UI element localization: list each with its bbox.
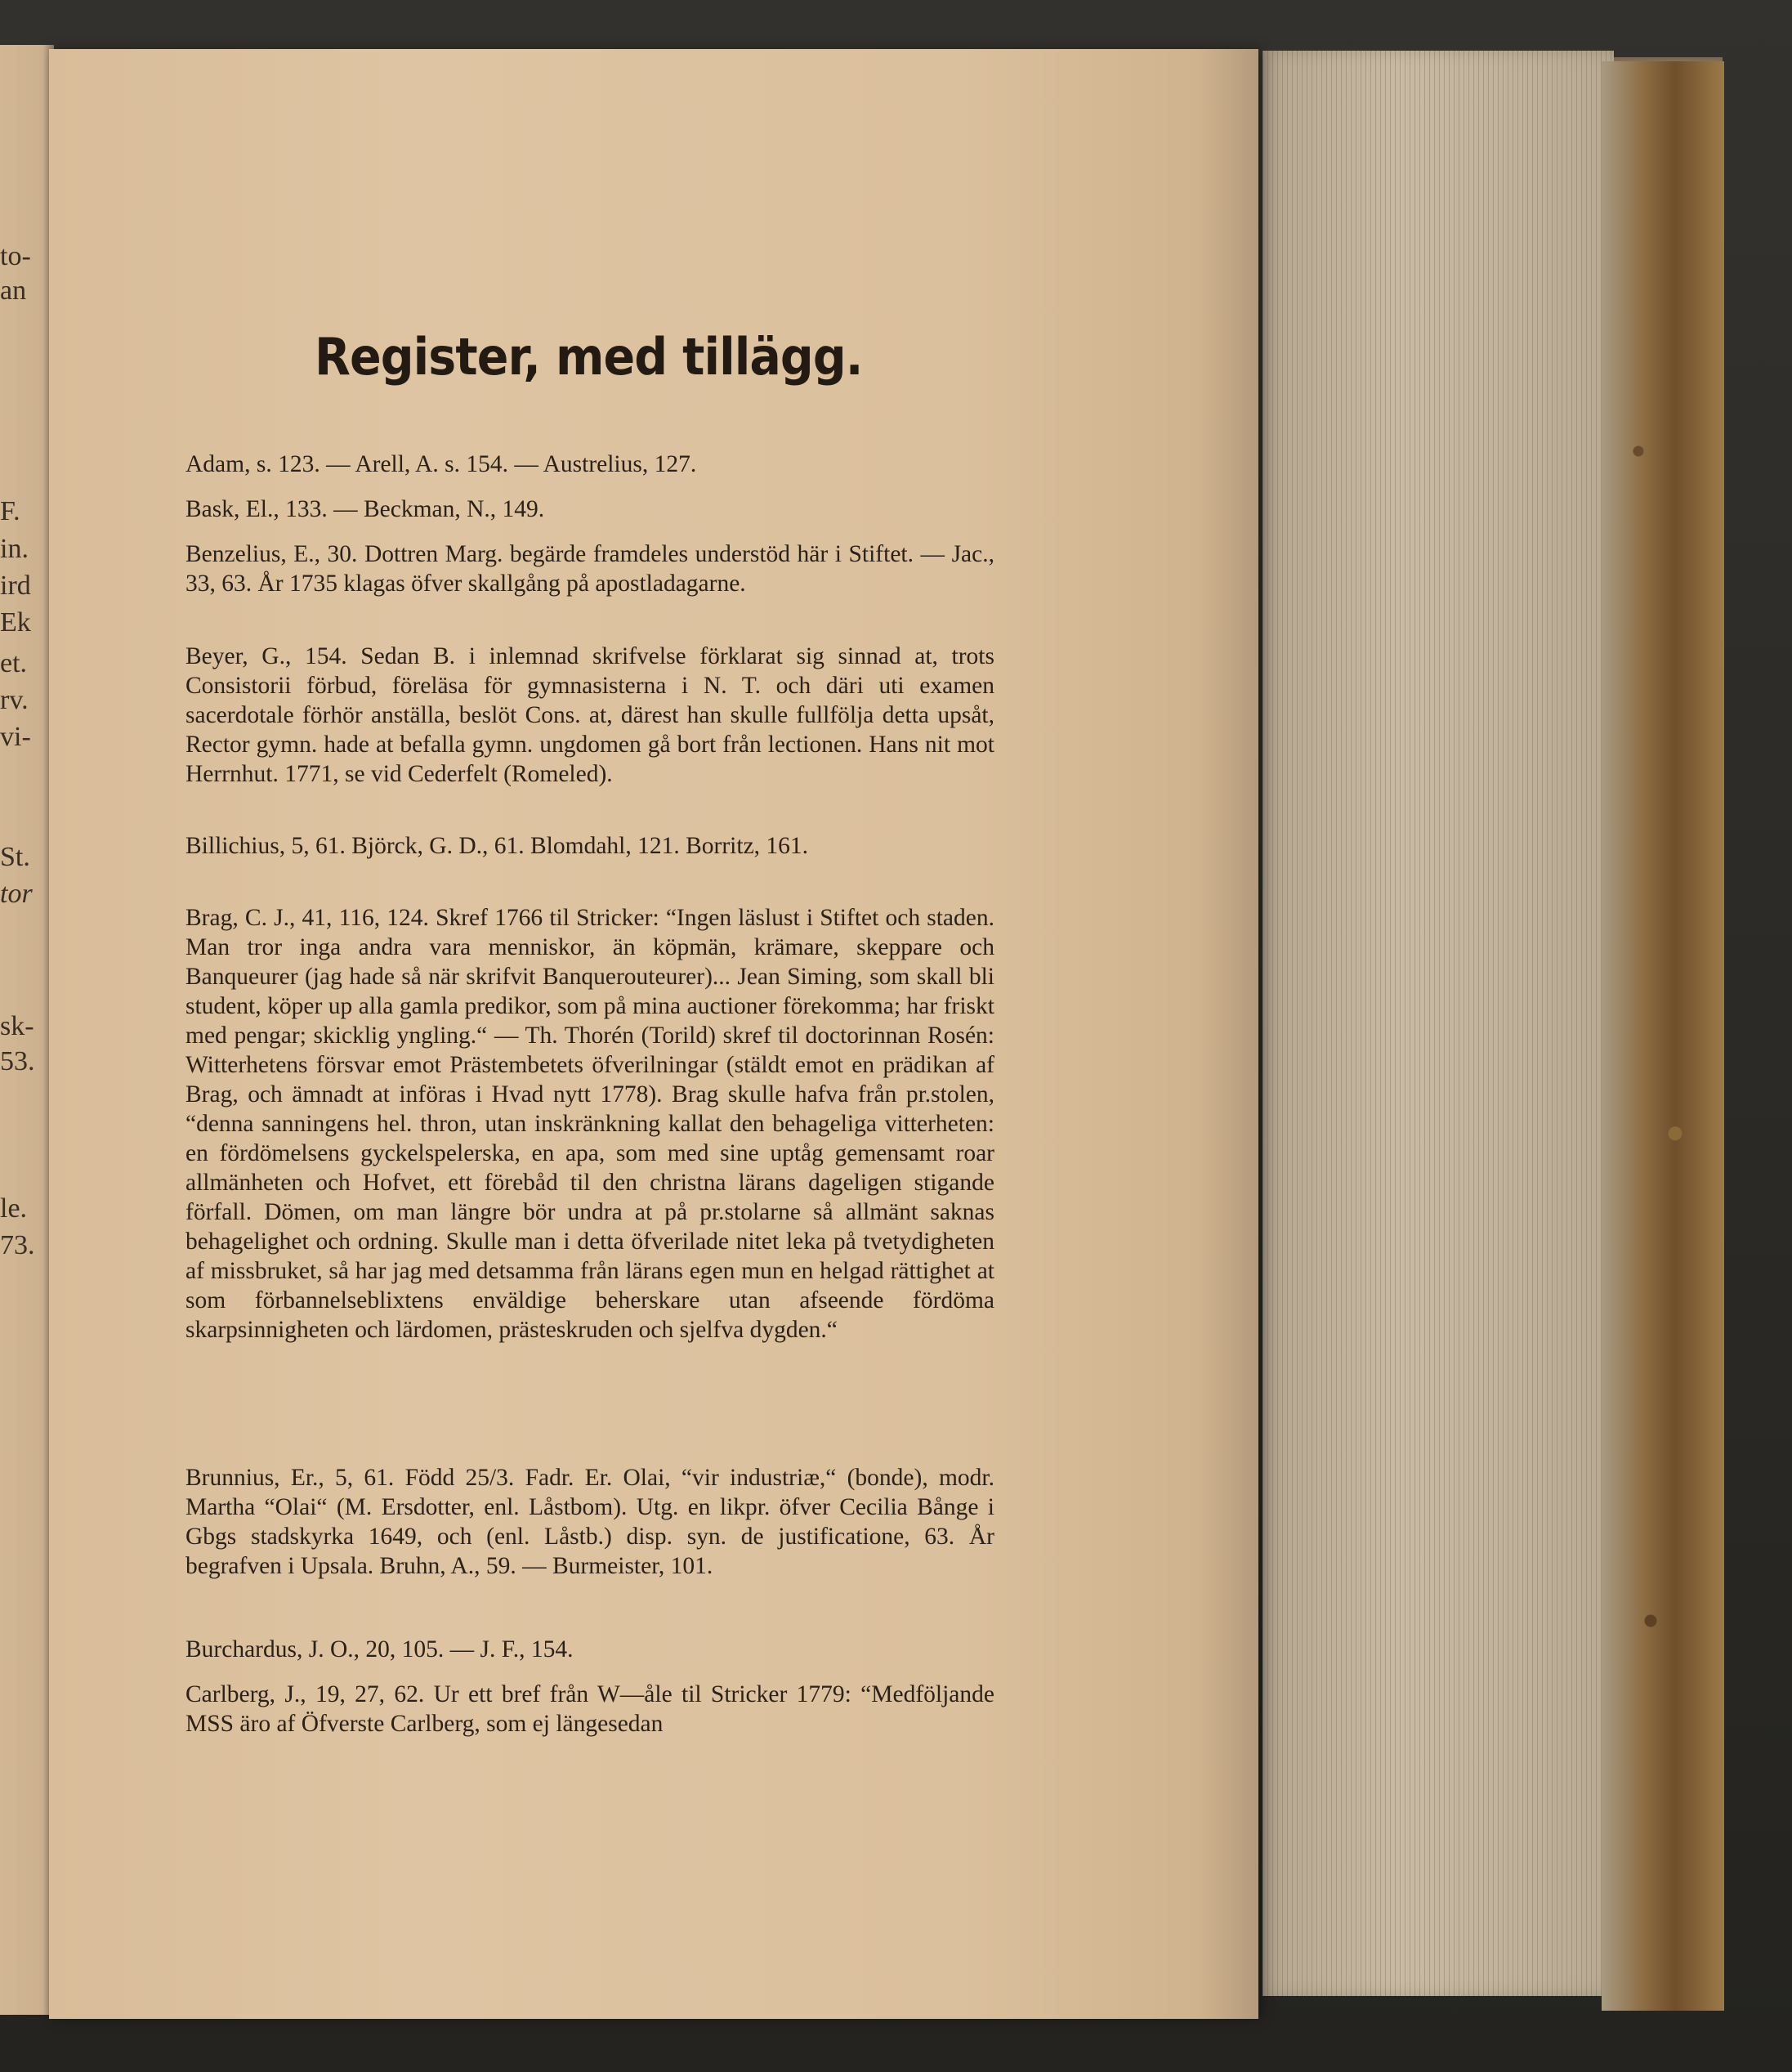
register-entry: Brag, C. J., 41, 116, 124. Skref 1766 til Stricker: “Ingen läslust i Stiftet och staden. Man tror inga andra vara menniskor, än köpmän, krämare, skeppare och Banqueurer (jag hade så när skrifvit Banquerouteurer)... Jean Siming, som skall bli student, köper up alla gamla predikor, som på mina auctioner förekomma; har friskt med pengar; skicklig yngling.“ — Th. Thorén (Torild) skref til doctorinnan Rosén: Witterhetens försvar emot Prästembetets öfverilningar (stäldt emot en prädikan af Brag, och ämnadt at införas i Hvad nytt 1778). Brag skulle hafva från pr.stolen, “denna sanningens hel. thron, utan inskränkning kallat den behageliga vitterheten: en fördömelsens gyckelspelerska, en apa, som med sine uptåg gemensamt roar allmänheten och Hofvet, ett förebåd til den christna lärans dageligen stigande förfall. Dömen, om man längre bör undra at på pr.stolarne så allmänt saknas behagelighet och ordning. Skulle man i detta öfverilade nitet leka på tvetydigheten af missbruket, så har jag med detsamma från lärans egen mun en helgad rättighet at som förbannelseblixtens enväldige beherskare utan afseende fördöma skarpsinnigheten och lärdomen, prästeskruden och sjelfva dygden.“ xyxy=(185,905,994,1343)
margin-fragment: St. xyxy=(0,842,30,872)
register-entry: Carlberg, J., 19, 27, 62. Ur ett bref från W—åle til Stricker 1779: “Medföljande MSS äro af Öfverste Carlberg, som ej längesedan xyxy=(185,1681,994,1737)
margin-fragment: in. xyxy=(0,534,29,564)
previous-page-edge xyxy=(0,45,54,2015)
book-cover-edge xyxy=(1602,61,1724,2011)
margin-fragment: tor xyxy=(0,879,33,909)
margin-fragment: le. xyxy=(0,1193,28,1224)
register-entry: Benzelius, E., 30. Dottren Marg. begärde framdeles understöd här i Stiftet. — Jac., 33, 63. År 1735 klagas öfver skallgång på apostladagarne. xyxy=(185,541,994,597)
page-title: Register, med tillägg. xyxy=(315,327,863,387)
margin-fragment: an xyxy=(0,275,27,306)
register-entry: Billichius, 5, 61. Björck, G. D., 61. Blomdahl, 121. Borritz, 161. xyxy=(185,833,809,859)
register-entry: Adam, s. 123. — Arell, A. s. 154. — Austrelius, 127. xyxy=(185,451,697,477)
margin-fragment: F. xyxy=(0,496,20,526)
register-entry: Brunnius, Er., 5, 61. Född 25/3. Fadr. Er. Olai, “vir industriæ,“ (bonde), modr. Martha “Olai“ (M. Ersdotter, enl. Låstbom). Utg. en likpr. öfver Cecilia Bånge i Gbgs stadskyrka 1649, och (enl. Låstb.) disp. syn. de justificatione, 63. År begrafven i Upsala. Bruhn, A., 59. — Burmeister, 101. xyxy=(185,1465,994,1579)
margin-fragment: rv. xyxy=(0,685,29,715)
register-entry: Bask, El., 133. — Beckman, N., 149. xyxy=(185,496,545,522)
margin-fragment: Ek xyxy=(0,607,31,638)
margin-fragment: vi- xyxy=(0,722,31,752)
margin-fragment: et. xyxy=(0,648,28,678)
margin-fragment: sk- xyxy=(0,1011,34,1041)
margin-fragment: 53. xyxy=(0,1046,35,1076)
register-entry: Burchardus, J. O., 20, 105. — J. F., 154. xyxy=(185,1636,574,1663)
register-entry: Beyer, G., 154. Sedan B. i inlemnad skrifvelse förklarat sig sinnad at, trots Consistorii förbud, föreläsa för gymnasisterna i N. T. och däri uti examen sacerdotale förhör anställa, beslöt Cons. at, därest han skulle fullfölja detta upsåt, Rector gymn. hade at befalla gymn. ungdomen gå bort från lectionen. Hans nit mot Herrnhut. 1771, se vid Cederfelt (Romeled). xyxy=(185,643,994,787)
margin-fragment: ird xyxy=(0,571,31,601)
margin-fragment: to- xyxy=(0,241,31,271)
page-fore-edge xyxy=(1262,51,1614,1996)
margin-fragment: 73. xyxy=(0,1230,35,1260)
